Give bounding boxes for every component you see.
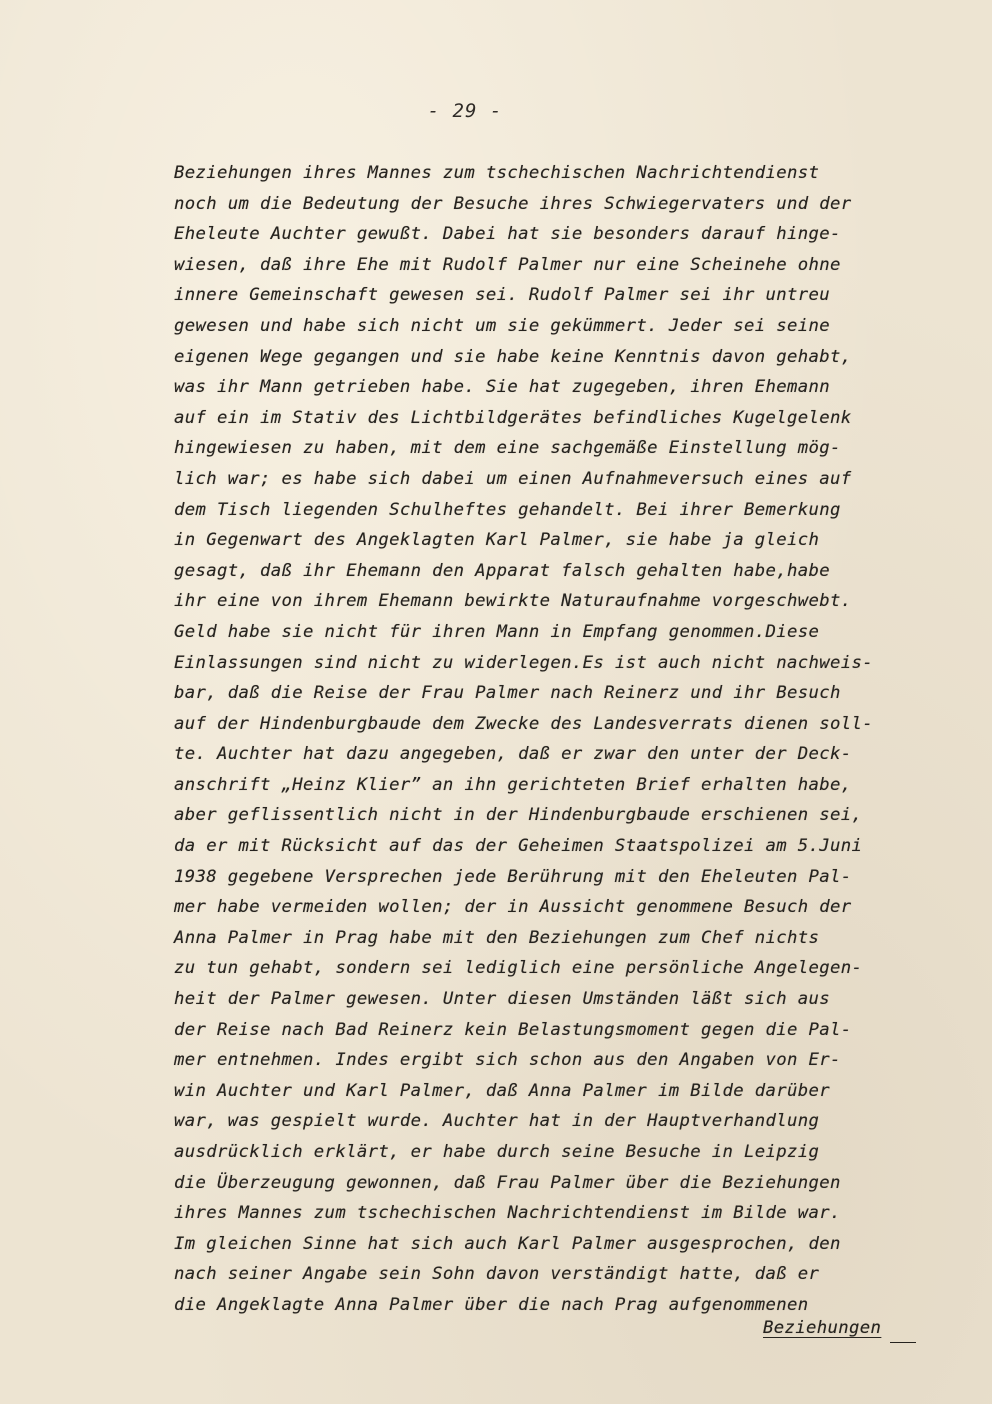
text-line: war, was gespielt wurde. Auchter hat in der Hauptverhandlung [174,1111,820,1132]
text-line: was ihr Mann getrieben habe. Sie hat zugegeben, ihren Ehemann [174,377,831,398]
text-line: die Überzeugung gewonnen, daß Frau Palmer über die Beziehungen [174,1172,841,1193]
text-line: eigenen Wege gegangen und sie habe keine Kenntnis davon gehabt, [174,346,852,367]
text-line: Anna Palmer in Prag habe mit den Beziehungen zum Chef nichts [174,927,820,948]
text-line: Im gleichen Sinne hat sich auch Karl Palmer ausgesprochen, den [174,1233,841,1254]
text-line: Beziehungen ihres Mannes zum tschechischen Nachrichtendienst [174,163,820,183]
text-line: auf ein im Stativ des Lichtbildgerätes befindliches Kugelgelenk [174,407,852,428]
text-line: innere Gemeinschaft gewesen sei. Rudolf Palmer sei ihr untreu [174,285,831,306]
text-line: bar, daß die Reise der Frau Palmer nach Reinerz und ihr Besuch [174,683,841,704]
text-line: ausdrücklich erklärt, er habe durch seine Besuche in Leipzig [174,1142,820,1162]
text-line: die Angeklagte Anna Palmer über die nach Prag aufgenommenen [174,1294,809,1315]
text-line: ihres Mannes zum tschechischen Nachrichtendienst im Bilde war. [174,1203,841,1224]
catchword-underline [890,1342,916,1343]
text-line: in Gegenwart des Angeklagten Karl Palmer, sie habe ja gleich [174,530,820,551]
text-line: dem Tisch liegenden Schulheftes gehandelt. Bei ihrer Bemerkung [174,499,841,520]
text-line: wiesen, daß ihre Ehe mit Rudolf Palmer nur eine Scheinehe ohne [174,254,841,275]
catchword: Beziehungen [763,1318,882,1338]
text-line: te. Auchter hat dazu angegeben, daß er zwar den unter der Deck- [174,744,852,765]
text-line: ihr eine von ihrem Ehemann bewirkte Naturaufnahme vorgeschwebt. [174,591,852,612]
text-line: auf der Hindenburgbaude dem Zwecke des Landesverrats dienen soll- [174,713,874,734]
text-line: Eheleute Auchter gewußt. Dabei hat sie besonders darauf hinge- [174,224,841,245]
text-line: noch um die Bedeutung der Besuche ihres Schwiegervaters und der [174,193,852,214]
text-line: gewesen und habe sich nicht um sie gekümmert. Jeder sei seine [174,315,831,336]
text-line: mer habe vermeiden wollen; der in Aussicht genommene Besuch der [174,897,852,918]
text-line: anschrift „Heinz Klier” an ihn gerichteten Brief erhalten habe, [174,774,852,795]
page-number: - 29 - [427,100,503,122]
text-line: lich war; es habe sich dabei um einen Aufnahmeversuch eines auf [174,468,852,489]
text-line: Geld habe sie nicht für ihren Mann in Empfang genommen.Diese [174,621,820,642]
text-line: 1938 gegebene Versprechen jede Berührung mit den Eheleuten Pal- [174,866,852,887]
text-line: win Auchter und Karl Palmer, daß Anna Palmer im Bilde darüber [174,1080,831,1101]
text-line: nach seiner Angabe sein Sohn davon verständigt hatte, daß er [174,1264,820,1285]
text-line: aber geflissentlich nicht in der Hindenburgbaude erschienen sei, [174,805,863,826]
text-line: heit der Palmer gewesen. Unter diesen Umständen läßt sich aus [174,989,831,1010]
text-line: der Reise nach Bad Reinerz kein Belastungsmoment gegen die Pal- [174,1019,852,1040]
text-line: gesagt, daß ihr Ehemann den Apparat falsch gehalten habe,habe [174,560,831,581]
text-line: da er mit Rücksicht auf das der Geheimen Staatspolizei am 5.Juni [174,836,863,857]
text-line: zu tun gehabt, sondern sei lediglich eine persönliche Angelegen- [174,958,863,979]
text-line: Einlassungen sind nicht zu widerlegen.Es ist auch nicht nachweis- [174,652,874,673]
text-line: hingewiesen zu haben, mit dem eine sachgemäße Einstellung mög- [174,438,841,459]
text-line: mer entnehmen. Indes ergibt sich schon aus den Angaben von Er- [174,1050,841,1071]
body-text [174,158,974,1321]
